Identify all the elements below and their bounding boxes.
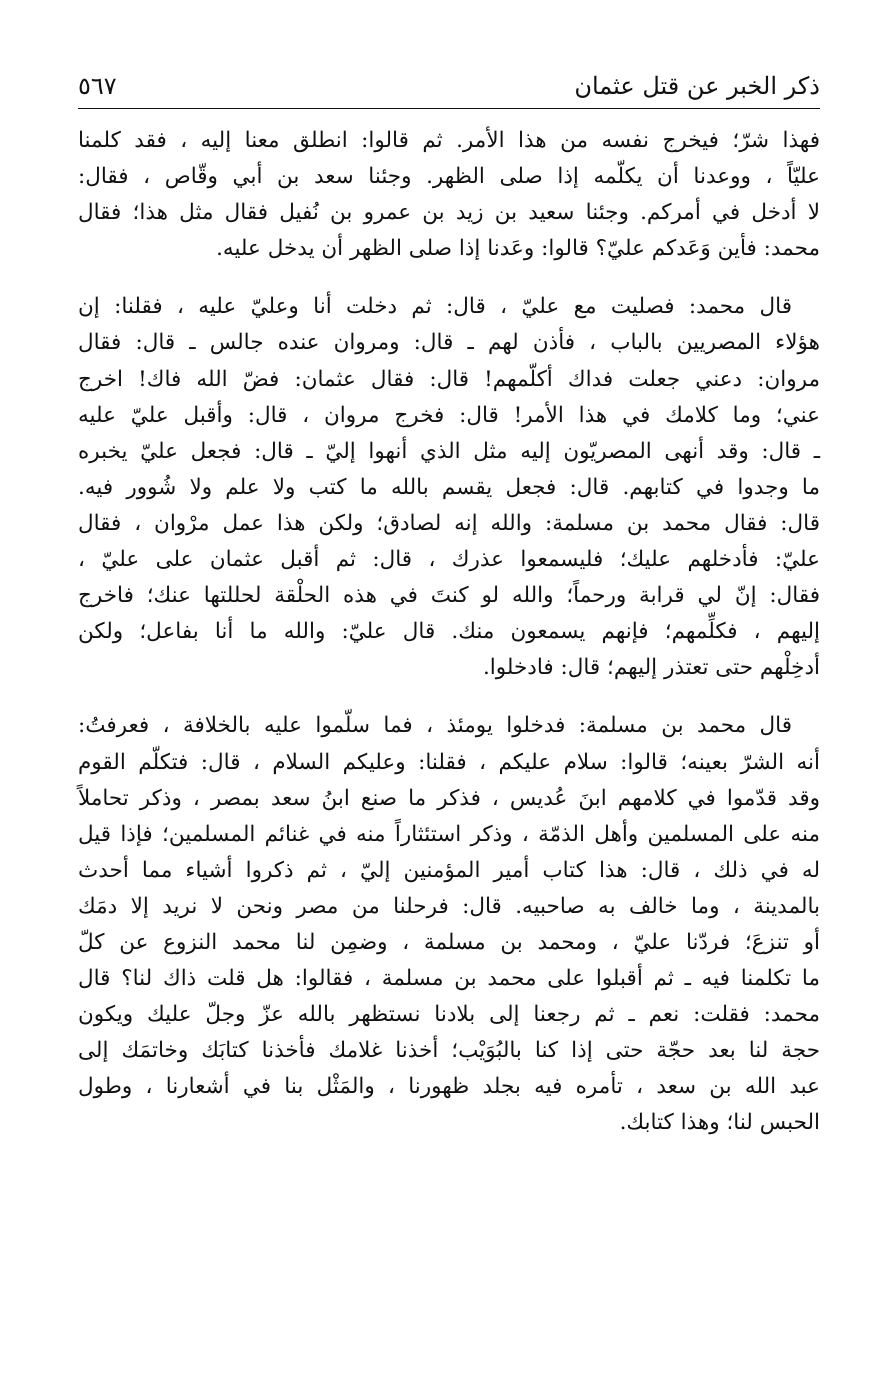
text-line: منه على المسلمين وأهل الذمّة ، وذكر استئثاراً منه في غنائم المسلمين؛ فإذا قيل	[78, 821, 820, 847]
chapter-title: ذكر الخبر عن قتل عثمان	[574, 72, 820, 100]
paragraph-2	[78, 289, 820, 686]
book-page	[78, 68, 820, 1368]
page-number: ٥٦٧	[78, 72, 117, 100]
paragraph-gap	[78, 686, 820, 708]
text-line: محمد: فأين وَعَدكم عليّ؟ قالوا: وعَدنا إذا صلى الظهر أن يدخل عليه.	[216, 236, 820, 262]
text-line: ما وجدوا في كتابهم. قال: فجعل يقسم بالله ما كتب ولا علم ولا شُوور فيه.	[78, 474, 820, 500]
text-line: أو تنزعَ؛ فردّنا عليّ ، ومحمد بن مسلمة ، وضمِن لنا محمد النزوع عن كلّ	[78, 929, 820, 955]
paragraph-3	[78, 708, 820, 1141]
text-line: قال محمد: فصليت مع عليّ ، قال: ثم دخلت أنا وعليّ عليه ، فقلنا: إن	[78, 294, 792, 320]
text-line: لا أدخل في أمركم. وجئنا سعيد بن زيد بن عمرو بن نُفيل فقال مثل هذا؛ فقال	[78, 200, 820, 226]
page-body	[78, 123, 820, 1142]
text-line: إليهم ، فكلِّمهم؛ فإنهم يسمعون منك. قال عليّ: والله ما أنا بفاعل؛ ولكن	[78, 619, 820, 645]
text-line: الحبس لنا؛ وهذا كتابك.	[619, 1110, 820, 1136]
text-line: حجة لنا بعد حجّة حتى إذا كنا بالبُوَيْب؛ أخذنا غلامك فأخذنا كتابَك وخاتمَك إلى	[78, 1038, 820, 1064]
text-line: محمد: فقلت: نعم ـ ثم رجعنا إلى بلادنا نستظهر بالله عزّ وجلّ عليك ويكون	[78, 1002, 820, 1028]
text-line: عني؛ وما كلامك في هذا الأمر! قال: فخرج مروان ، قال: وأقبل عليّ عليه	[78, 402, 820, 428]
text-line: قال: فقال محمد بن مسلمة: والله إنه لصادق؛ ولكن هذا عمل مرْوان ، فقال	[78, 510, 820, 536]
paragraph-gap	[78, 267, 820, 289]
paragraph-1	[78, 123, 820, 267]
text-line: أدخِلْهم حتى تعتذر إليهم؛ قال: فادخلوا.	[482, 655, 820, 681]
text-line: فهذا شرّ؛ فيخرج نفسه من هذا الأمر. ثم قالوا: انطلق معنا إليه ، فقد كلمنا	[78, 128, 820, 153]
text-line: وقد قدّموا في كلامهم ابنَ عُديس ، فذكر ما صنع ابنُ سعد بمصر ، وذكر تحاملاً	[78, 785, 820, 811]
running-header	[78, 68, 820, 109]
text-line: بالمدينة ، وما خالف به صاحبيه. قال: فرحلنا من مصر ونحن لا نريد إلا دمَك	[78, 893, 820, 919]
text-line: أنه الشرّ بعينه؛ قالوا: سلام عليكم ، فقلنا: وعليكم السلام ، قال: فتكلّم القوم	[78, 749, 820, 775]
text-line: عليّاً ، ووعدنا أن يكلّمه إذا صلى الظهر. وجئنا سعد بن أبي وقّاص ، فقال:	[78, 164, 820, 190]
text-line: هؤلاء المصريين بالباب ، فأذن لهم ـ قال: ومروان عنده جالس ـ قال: فقال	[78, 330, 820, 356]
text-line: عبد الله بن سعد ، تأمره فيه بجلد ظهورنا ، والمَثْل بنا في أشعارنا ، وطول	[78, 1074, 820, 1100]
text-line: ـ قال: وقد أنهى المصريّون إليه مثل الذي أنهوا إليّ ـ قال: فجعل عليّ يخبره	[78, 438, 820, 464]
text-line: قال محمد بن مسلمة: فدخلوا يومئذ ، فما سلّموا عليه بالخلافة ، فعرفتُ:	[78, 713, 792, 739]
text-line: عليّ: فأدخلهم عليك؛ فليسمعوا عذرك ، قال: ثم أقبل عثمان على عليّ ،	[78, 547, 820, 573]
text-line: ما تكلمنا فيه ـ ثم أقبلوا على محمد بن مسلمة ، فقالوا: هل قلت ذاك لنا؟ قال	[78, 966, 820, 992]
text-line: له في ذلك ، قال: هذا كتاب أمير المؤمنين إليّ ، ثم ذكروا أشياء مما أحدث	[78, 857, 820, 883]
text-line: مروان: دعني جعلت فداك أكلّمهم! قال: فقال عثمان: فضّ الله فاك! اخرج	[78, 366, 820, 392]
text-line: فقال: إنّ لي قرابة ورحماً؛ والله لو كنتَ في هذه الحلْقة لحللتها عنك؛ فاخرج	[78, 583, 820, 609]
